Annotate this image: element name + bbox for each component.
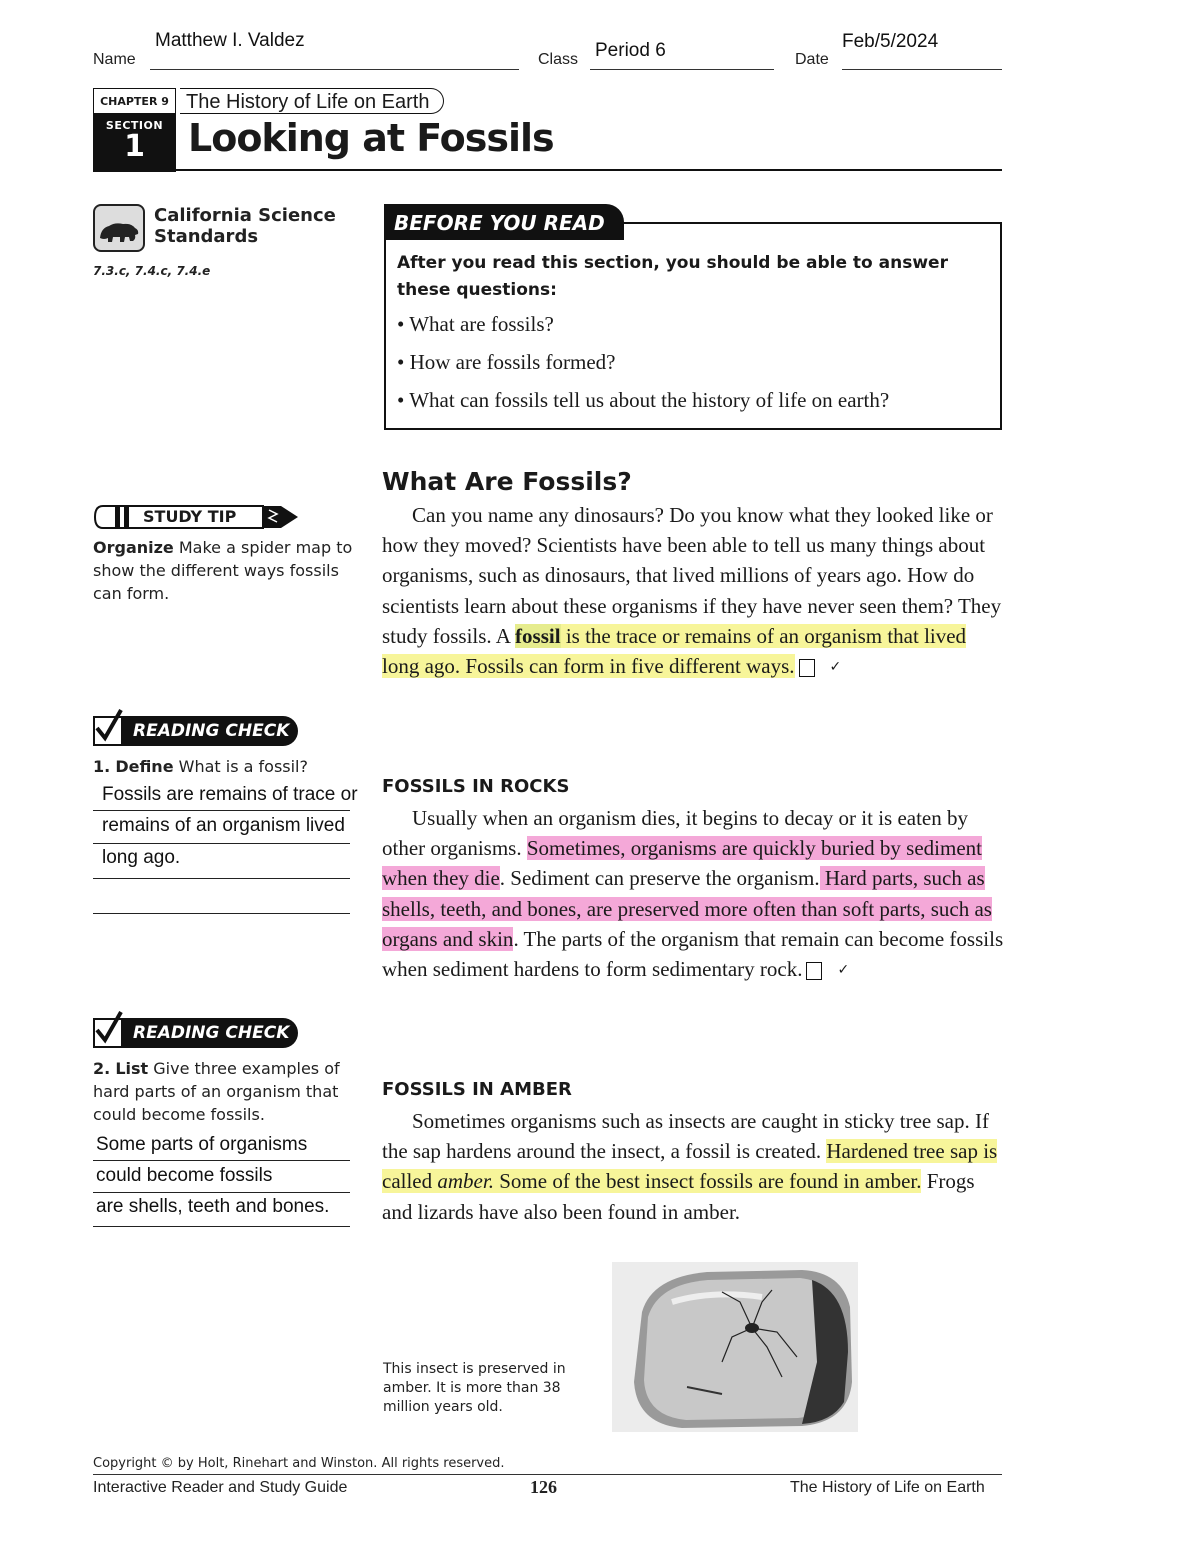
- checkbox-icon: ✓: [806, 962, 822, 980]
- term-fossil: fossil: [515, 623, 561, 648]
- standards-codes: 7.3.c, 7.4.c, 7.4.e: [93, 264, 211, 278]
- paragraph-what-are-fossils: [382, 500, 1007, 681]
- section-number: 1: [124, 129, 145, 164]
- answer-1-line-2[interactable]: remains of an organism lived: [102, 815, 345, 836]
- footer-left: Interactive Reader and Study Guide: [93, 1479, 348, 1496]
- answer-2-line-3[interactable]: are shells, teeth and bones.: [96, 1196, 330, 1217]
- reading-check-2-banner: [93, 1016, 298, 1048]
- answer-line: [93, 878, 350, 879]
- date-underline: [842, 69, 1002, 70]
- photo-caption: This insect is preserved in amber. It is more than 38 million years old.: [383, 1361, 566, 1415]
- section-word: SECTION: [105, 119, 164, 132]
- chapter-label: CHAPTER 9: [93, 88, 176, 114]
- section-badge: [93, 114, 176, 172]
- checkbox-icon: [93, 1018, 123, 1048]
- class-underline: [590, 69, 774, 70]
- class-value[interactable]: Period 6: [595, 40, 666, 61]
- standards-title-line2: Standards: [154, 226, 259, 247]
- question-3: • What can fossils tell us about the history of life on earth?: [397, 388, 890, 412]
- name-value[interactable]: Matthew I. Valdez: [155, 30, 305, 51]
- footer-rule: [93, 1474, 1002, 1475]
- before-you-read-tab: BEFORE YOU READ: [384, 204, 624, 240]
- question-verb: List: [115, 1059, 149, 1078]
- amber-fossil-photo: [612, 1262, 858, 1432]
- answer-line: [93, 843, 350, 844]
- answer-line: [93, 1192, 350, 1193]
- answer-1-line-3[interactable]: long ago.: [102, 847, 181, 868]
- highlight-pink: Sometimes, organisms are quickly buried by sediment when they die: [382, 836, 982, 891]
- answer-line: [93, 810, 350, 811]
- text-span: Usually when an organism dies, it begins to decay or it is eaten by other organisms.: [382, 806, 968, 861]
- study-tip-text: [93, 536, 355, 605]
- name-underline: [150, 69, 519, 70]
- text-span: Can you name any dinosaurs? Do you know what they looked like or how they moved? Scientists have been able to tell us many things about organisms, such as dinosaurs, that lived millions of years ago. How do scientists learn about these organisms if they have never seen them? They study fossils. A: [382, 503, 1002, 648]
- study-tip-bold: Organize: [93, 538, 174, 557]
- term-amber: amber.: [437, 1169, 494, 1194]
- reading-check-2-prompt: [93, 1057, 343, 1126]
- text-span: Sometimes organisms such as insects are caught in sticky tree sap. If the sap hardens around the insect, a fossil is created.: [382, 1109, 989, 1164]
- highlight-yellow: Some of the best insect fossils are found in amber.: [493, 1169, 922, 1194]
- study-tip-label: STUDY TIP: [143, 507, 237, 526]
- reading-check-1-banner: [93, 714, 298, 746]
- date-value[interactable]: Feb/5/2024: [842, 31, 939, 52]
- question-number: 1.: [93, 757, 111, 776]
- question-2: • How are fossils formed?: [397, 350, 616, 374]
- paragraph-fossils-in-amber: [382, 1106, 1007, 1227]
- standards-title: [154, 205, 336, 247]
- reading-check-1-label: READING CHECK: [123, 716, 298, 746]
- title-rule: [176, 169, 1002, 171]
- chapter-title: The History of Life on Earth: [180, 88, 444, 114]
- text-span: Frogs and lizards have also been found in amber.: [382, 1169, 975, 1224]
- page-number: 126: [530, 1477, 557, 1497]
- answer-2-line-1[interactable]: Some parts of organisms: [96, 1134, 308, 1155]
- question-1: • What are fossils?: [397, 312, 554, 336]
- highlight-yellow: is the trace or remains of an organism that lived long ago. Fossils can form in five different ways.: [382, 623, 967, 679]
- answer-2-line-2[interactable]: could become fossils: [96, 1165, 273, 1186]
- study-tip-banner: [93, 504, 298, 530]
- page-title: Looking at Fossils: [188, 116, 554, 160]
- checkbox-icon: [93, 716, 123, 746]
- reading-check-2-label: READING CHECK: [123, 1018, 298, 1048]
- class-label: Class: [538, 51, 579, 68]
- checkbox-icon: ✓: [799, 659, 815, 677]
- copyright: Copyright © by Holt, Rinehart and Winston. All rights reserved.: [93, 1456, 505, 1471]
- reading-check-1-prompt: [93, 755, 353, 778]
- question-text: What is a fossil?: [173, 757, 308, 776]
- subheading-fossils-in-amber: FOSSILS IN AMBER: [382, 1079, 572, 1100]
- paragraph-fossils-in-rocks: [382, 803, 1007, 984]
- question-verb: Define: [115, 757, 174, 776]
- before-you-read-intro: After you read this section, you should be able to answer these questions:: [397, 253, 948, 300]
- question-text: Give three examples of hard parts of an organism that could become fossils.: [93, 1059, 340, 1124]
- bear-icon: [93, 204, 145, 252]
- study-tip-body: Make a spider map to show the different ways fossils can form.: [93, 538, 353, 603]
- standards-title-line1: California Science: [154, 205, 336, 226]
- answer-line: [93, 1160, 350, 1161]
- answer-1-line-1[interactable]: Fossils are remains of trace or: [102, 784, 358, 805]
- subheading-fossils-in-rocks: FOSSILS IN ROCKS: [382, 776, 570, 797]
- section-heading-what-are-fossils: What Are Fossils?: [382, 467, 632, 496]
- date-label: Date: [795, 51, 829, 68]
- name-label: Name: [93, 51, 136, 68]
- text-span: . The parts of the organism that remain can become fossils when sediment hardens to form sedimentary rock.: [382, 926, 1004, 982]
- footer-right: The History of Life on Earth: [790, 1479, 985, 1496]
- highlight-pink: Hard parts, such as shells, teeth, and bones, are preserved more often than soft parts, such as organs and skin: [382, 866, 992, 951]
- highlight-yellow: Hardened tree sap is called: [382, 1139, 998, 1194]
- question-number: 2.: [93, 1059, 111, 1078]
- answer-line: [93, 1226, 350, 1227]
- text-span: . Sediment can preserve the organism.: [499, 866, 820, 891]
- answer-line: [93, 913, 350, 914]
